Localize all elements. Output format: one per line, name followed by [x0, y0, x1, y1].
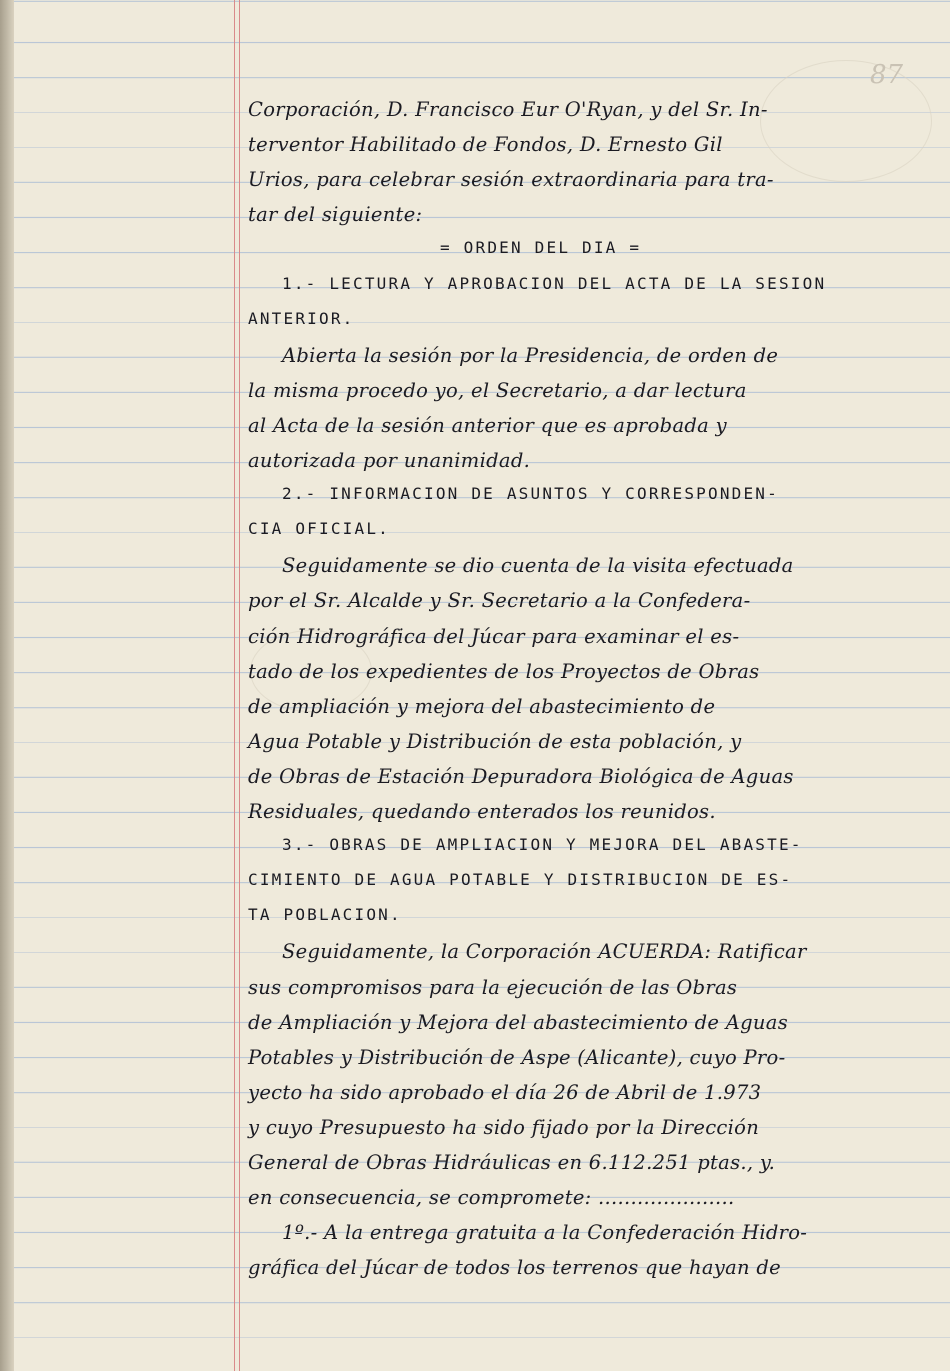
heading-line: 2.- INFORMACION DE ASUNTOS Y CORRESPONDEN-: [282, 484, 779, 504]
text-line: yecto ha sido aprobado el día 26 de Abril de 1.973: [248, 1080, 762, 1104]
text-line: Residuales, quedando enterados los reunidos.: [248, 800, 716, 823]
text-line: tar del siguiente:: [248, 203, 423, 227]
text-line: la misma procedo yo, el Secretario, a dar lectura: [248, 378, 747, 402]
text-line: Agua Potable y Distribución de esta población, y: [248, 729, 742, 753]
text-line: General de Obras Hidráulicas en 6.112.251 ptas., y.: [248, 1151, 776, 1174]
margin-line: [239, 0, 240, 1371]
bleed-through-stamp: [760, 60, 932, 182]
text-line: Seguidamente se dio cuenta de la visita efectuada: [282, 554, 794, 578]
heading-line: 1.- LECTURA Y APROBACION DEL ACTA DE LA SESION: [282, 273, 827, 293]
text-line: Potables y Distribución de Aspe (Alicante), cuyo Pro-: [248, 1045, 786, 1069]
margin-line: [234, 0, 235, 1371]
text-line: Corporación, D. Francisco Eur O'Ryan, y del Sr. In-: [248, 98, 768, 121]
text-line: de Obras de Estación Depuradora Biológica de Aguas: [248, 764, 794, 788]
text-line: y cuyo Presupuesto ha sido fijado por la Dirección: [248, 1115, 760, 1139]
heading-line: TA POBLACION.: [248, 905, 402, 925]
text-line: al Acta de la sesión anterior que es aprobada y: [248, 413, 727, 437]
text-line: 1º.- A la entrega gratuita a la Confederación Hidro-: [282, 1221, 808, 1245]
binding-edge: [0, 0, 14, 1371]
text-line: Seguidamente, la Corporación ACUERDA: Ratificar: [282, 940, 807, 964]
heading-line: ANTERIOR.: [248, 308, 355, 328]
text-line: ción Hidrográfica del Júcar para examinar el es-: [248, 624, 740, 648]
text-line: de ampliación y mejora del abastecimiento de: [248, 694, 716, 718]
text-line: tado de los expedientes de los Proyectos de Obras: [248, 659, 760, 683]
text-line: de Ampliación y Mejora del abastecimiento de Aguas: [248, 1010, 788, 1034]
text-line: terventor Habilitado de Fondos, D. Ernesto Gil: [248, 133, 723, 157]
text-line: en consecuencia, se compromete: .....................: [248, 1186, 735, 1210]
text-line: Abierta la sesión por la Presidencia, de orden de: [282, 343, 779, 367]
heading-line: 3.- OBRAS DE AMPLIACION Y MEJORA DEL ABASTE-: [282, 835, 803, 855]
text-line: sus compromisos para la ejecución de las Obras: [248, 975, 738, 999]
text-line: gráfica del Júcar de todos los terrenos que hayan de: [248, 1256, 781, 1280]
text-line: por el Sr. Alcalde y Sr. Secretario a la Confedera-: [248, 589, 751, 613]
heading-line: CIA OFICIAL.: [248, 519, 390, 539]
page-number: 87: [870, 60, 904, 90]
text-line: autorizada por unanimidad.: [248, 449, 531, 472]
text-line: Urios, para celebrar sesión extraordinaria para tra-: [248, 168, 774, 192]
heading-line: = ORDEN DEL DIA =: [440, 238, 642, 258]
heading-line: CIMIENTO DE AGUA POTABLE Y DISTRIBUCION DE ES-: [248, 870, 793, 890]
